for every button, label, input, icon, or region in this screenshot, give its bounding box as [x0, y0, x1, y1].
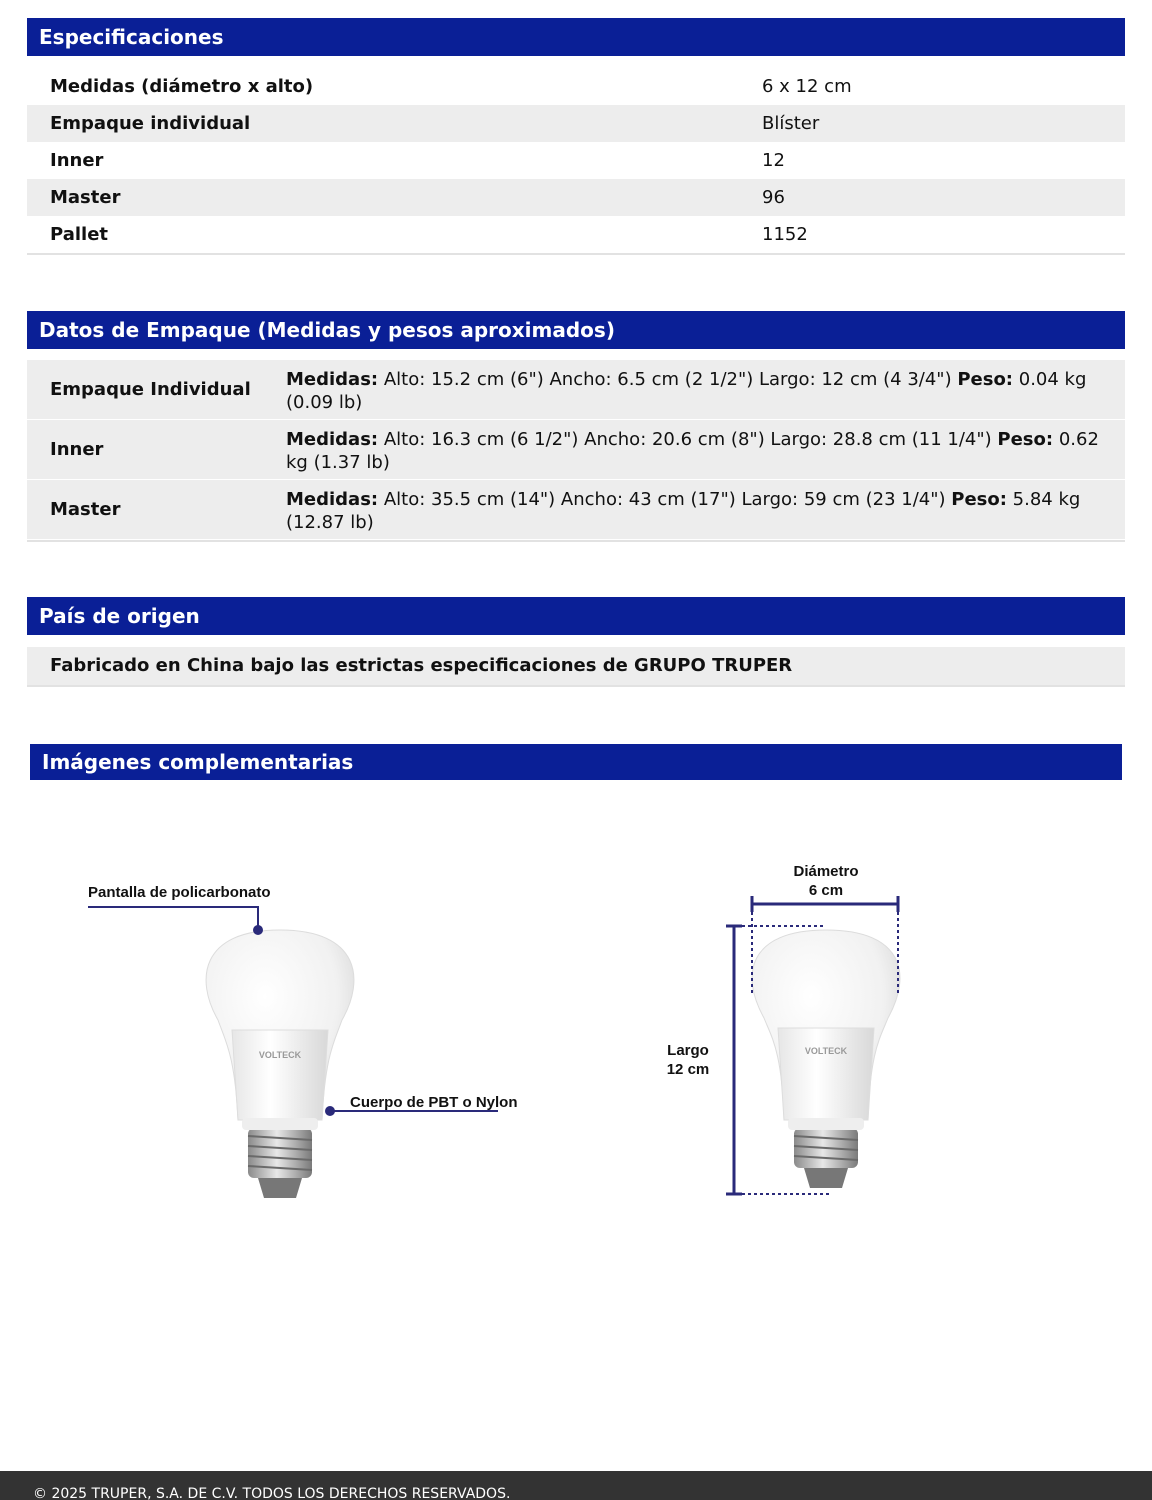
- table-row: [27, 360, 1125, 419]
- spec-value: Blíster: [762, 113, 820, 134]
- pack-value: [286, 488, 1116, 534]
- table-row: [27, 480, 1125, 539]
- spec-label: Empaque individual: [50, 113, 251, 134]
- bulb-image-right: [752, 930, 900, 1188]
- packaging-header: Datos de Empaque (Medidas y pesos aproximados): [27, 311, 1125, 349]
- pack-label: Inner: [50, 439, 104, 460]
- divider: [27, 685, 1125, 687]
- pack-value: [286, 368, 1116, 414]
- table-row: [27, 420, 1125, 479]
- length-label: Largo: [667, 1042, 709, 1059]
- measures-text: Alto: 16.3 cm (6 1/2") Ancho: 20.6 cm (8") Largo: 28.8 cm (11 1/4"): [378, 429, 998, 450]
- specs-table: [27, 68, 1125, 253]
- length-value: 12 cm: [666, 1061, 710, 1078]
- origin-header: País de origen: [27, 597, 1125, 635]
- diameter-label: Diámetro: [793, 863, 859, 880]
- spec-value: 6 x 12 cm: [762, 76, 852, 97]
- divider: [27, 540, 1125, 542]
- measures-label: Medidas:: [286, 369, 379, 390]
- packaging-table: [27, 360, 1125, 540]
- spec-value: 96: [762, 187, 785, 208]
- spec-label: Medidas (diámetro x alto): [50, 76, 314, 97]
- weight-text: 0.62 kg (1.37 lb): [286, 429, 1099, 473]
- weight-text: 0.04 kg (0.09 lb): [286, 369, 1087, 413]
- spec-value: 1152: [762, 224, 808, 245]
- weight-label: Peso:: [951, 489, 1007, 510]
- pack-label: Master: [50, 499, 121, 520]
- table-row: [27, 179, 1125, 216]
- divider: [27, 253, 1125, 255]
- brand-text: VOLTECK: [258, 1050, 302, 1060]
- footer-copyright: © 2025 TRUPER, S.A. DE C.V. TODOS LOS DERECHOS RESERVADOS.: [0, 1471, 1152, 1500]
- spec-label: Pallet: [50, 224, 109, 245]
- measures-label: Medidas:: [286, 429, 379, 450]
- measures-text: Alto: 35.5 cm (14") Ancho: 43 cm (17") Largo: 59 cm (23 1/4"): [378, 489, 952, 510]
- origin-text: Fabricado en China bajo las estrictas especificaciones de GRUPO TRUPER: [27, 647, 1125, 685]
- measures-text: Alto: 15.2 cm (6") Ancho: 6.5 cm (2 1/2") Largo: 12 cm (4 3/4"): [378, 369, 958, 390]
- product-images: [0, 830, 1152, 1250]
- pack-label: Empaque Individual: [50, 379, 251, 400]
- spec-value: 12: [762, 150, 785, 171]
- table-row: [27, 68, 1125, 105]
- images-header: Imágenes complementarias: [30, 744, 1122, 780]
- table-row: [27, 216, 1125, 253]
- table-row: [27, 142, 1125, 179]
- weight-label: Peso:: [997, 429, 1054, 450]
- brand-text: VOLTECK: [804, 1046, 848, 1056]
- pack-value: [286, 428, 1116, 474]
- bulb-image-left: [206, 930, 354, 1198]
- spec-label: Master: [50, 187, 121, 208]
- weight-text: 5.84 kg (12.87 lb): [286, 489, 1081, 533]
- diameter-value: 6 cm: [808, 882, 844, 899]
- callout-body-label: Cuerpo de PBT o Nylon: [350, 1094, 518, 1111]
- spec-label: Inner: [50, 150, 104, 171]
- table-row: [27, 105, 1125, 142]
- weight-label: Peso:: [957, 369, 1014, 390]
- callout-shade-label: Pantalla de policarbonato: [88, 884, 271, 901]
- specs-header: Especificaciones: [27, 18, 1125, 56]
- measures-label: Medidas:: [286, 489, 379, 510]
